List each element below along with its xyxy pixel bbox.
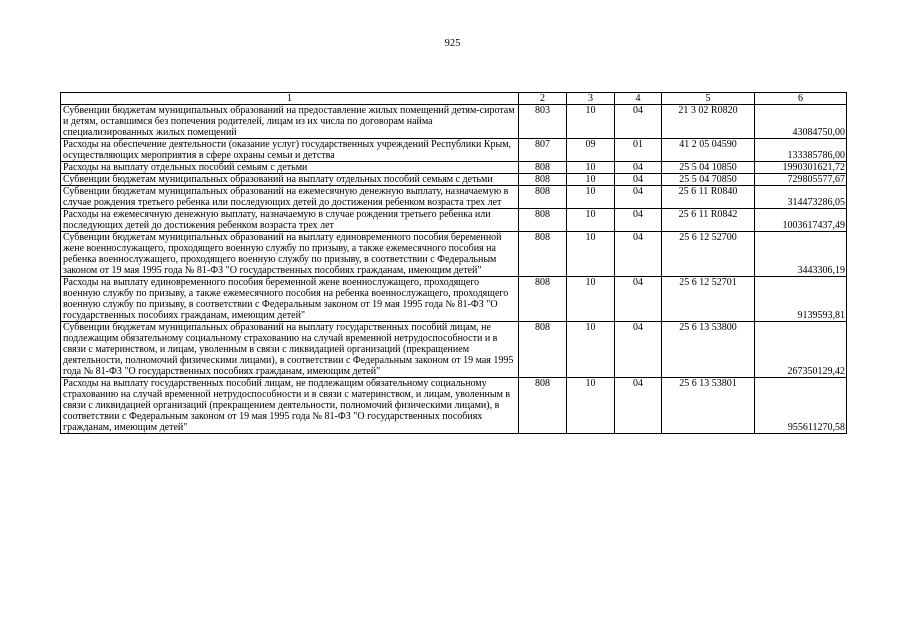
row-code-2: 808 <box>519 322 567 378</box>
row-description: Субвенции бюджетам муниципальных образований на выплату единовременного пособия беременной жене военнослужащего, проходящего военную службу по призыву, а также ежемесячного пособия на ребенка военнослужащего, проходящего военную службу по призыву, в соответствии с Федеральным законом от 19 мая 1995 года № 81-ФЗ "О государственных пособиях гражданам, имеющим детей" <box>61 232 519 277</box>
row-amount: 133385786,00 <box>755 139 847 162</box>
row-code-3: 10 <box>567 277 615 322</box>
row-code-3: 10 <box>567 209 615 232</box>
row-amount: 43084750,00 <box>755 105 847 139</box>
row-code-3: 10 <box>567 232 615 277</box>
row-code-3: 10 <box>567 322 615 378</box>
row-target-code: 25 6 12 52700 <box>662 232 755 277</box>
table-row <box>61 139 847 162</box>
row-description: Расходы на ежемесячную денежную выплату, назначаемую в случае рождения третьего ребенка или последующих детей до достижения ребенком возраста трех лет <box>61 209 519 232</box>
row-code-4: 04 <box>615 322 662 378</box>
row-code-3: 10 <box>567 174 615 186</box>
row-code-2: 803 <box>519 105 567 139</box>
row-code-4: 04 <box>615 232 662 277</box>
row-code-4: 04 <box>615 174 662 186</box>
row-description: Субвенции бюджетам муниципальных образований на ежемесячную денежную выплату, назначаемую в случае рождения третьего ребенка или последующих детей до достижения ребенком возраста трех лет <box>61 186 519 209</box>
header-cell: 5 <box>662 93 755 105</box>
header-row <box>61 93 847 105</box>
row-target-code: 25 6 13 53800 <box>662 322 755 378</box>
row-target-code: 21 3 02 R0820 <box>662 105 755 139</box>
row-amount: 267350129,42 <box>755 322 847 378</box>
header-cell: 6 <box>755 93 847 105</box>
row-target-code: 25 5 04 10850 <box>662 162 755 174</box>
page-number: 925 <box>444 38 461 49</box>
row-code-3: 10 <box>567 186 615 209</box>
row-code-2: 808 <box>519 209 567 232</box>
row-code-4: 04 <box>615 105 662 139</box>
table-row <box>61 209 847 232</box>
row-code-2: 808 <box>519 174 567 186</box>
row-amount: 729805577,67 <box>755 174 847 186</box>
row-target-code: 25 6 12 52701 <box>662 277 755 322</box>
row-amount: 314473286,05 <box>755 186 847 209</box>
table-body <box>61 105 847 434</box>
row-code-4: 04 <box>615 186 662 209</box>
row-description: Расходы на обеспечение деятельности (оказание услуг) государственных учреждений Республики Крым, осуществляющих мероприятия в сфере охраны семьи и детства <box>61 139 519 162</box>
row-code-2: 808 <box>519 232 567 277</box>
row-target-code: 41 2 05 04590 <box>662 139 755 162</box>
row-code-2: 808 <box>519 378 567 434</box>
row-code-2: 808 <box>519 277 567 322</box>
row-code-3: 10 <box>567 162 615 174</box>
row-target-code: 25 5 04 70850 <box>662 174 755 186</box>
header-cell: 4 <box>615 93 662 105</box>
table-row <box>61 174 847 186</box>
row-amount: 1990301621,72 <box>755 162 847 174</box>
table-row <box>61 186 847 209</box>
table-row <box>61 232 847 277</box>
row-target-code: 25 6 11 R0840 <box>662 186 755 209</box>
table-row <box>61 378 847 434</box>
row-description: Расходы на выплату отдельных пособий семьям с детьми <box>61 162 519 174</box>
row-code-4: 04 <box>615 277 662 322</box>
row-description: Субвенции бюджетам муниципальных образований на предоставление жилых помещений детям-сиротам и детям, оставшимся без попечения родителей, лицам из их числа по договорам найма специализированных жилых помещений <box>61 105 519 139</box>
header-cell: 1 <box>61 93 519 105</box>
row-code-2: 808 <box>519 162 567 174</box>
header-cell: 2 <box>519 93 567 105</box>
table-row <box>61 162 847 174</box>
header-cell: 3 <box>567 93 615 105</box>
row-amount: 9139593,81 <box>755 277 847 322</box>
row-target-code: 25 6 13 53801 <box>662 378 755 434</box>
row-description: Расходы на выплату единовременного пособия беременной жене военнослужащего, проходящего военную службу по призыву, а также ежемесячного пособия на ребенка военнослужащего, проходящего военную службу по призыву, в соответствии с Федеральным законом от 19 мая 1995 года № 81-ФЗ "О государственных пособиях гражданам, имеющим детей" <box>61 277 519 322</box>
table-row <box>61 277 847 322</box>
row-code-4: 04 <box>615 209 662 232</box>
row-code-4: 04 <box>615 378 662 434</box>
row-amount: 1003617437,49 <box>755 209 847 232</box>
row-amount: 3443306,19 <box>755 232 847 277</box>
row-code-3: 10 <box>567 105 615 139</box>
row-amount: 955611270,58 <box>755 378 847 434</box>
row-code-3: 10 <box>567 378 615 434</box>
table-row <box>61 105 847 139</box>
budget-table <box>60 92 847 434</box>
row-code-2: 808 <box>519 186 567 209</box>
row-target-code: 25 6 11 R0842 <box>662 209 755 232</box>
row-description: Расходы на выплату государственных пособий лицам, не подлежащим обязательному социальному страхованию на случай временной нетрудоспособности и в связи с материнством, и лицам, уволенным в связи с ликвидацией организаций (прекращением деятельности, полномочий физическими лицами), в соответствии с Федеральным законом от 19 мая 1995 года № 81-ФЗ "О государственных пособиях гражданам, имеющим детей" <box>61 378 519 434</box>
row-code-4: 04 <box>615 162 662 174</box>
row-code-4: 01 <box>615 139 662 162</box>
row-code-3: 09 <box>567 139 615 162</box>
row-code-2: 807 <box>519 139 567 162</box>
table-row <box>61 322 847 378</box>
row-description: Субвенции бюджетам муниципальных образований на выплату государственных пособий лицам, не подлежащим обязательному социальному страхованию на случай временной нетрудоспособности и в связи с материнством, и лицам, уволенным в связи с ликвидацией организаций (прекращением деятельности, полномочий физическими лицами), в соответствии с Федеральным законом от 19 мая 1995 года № 81-ФЗ "О государственных пособиях гражданам, имеющим детей" <box>61 322 519 378</box>
row-description: Субвенции бюджетам муниципальных образований на выплату отдельных пособий семьям с детьми <box>61 174 519 186</box>
